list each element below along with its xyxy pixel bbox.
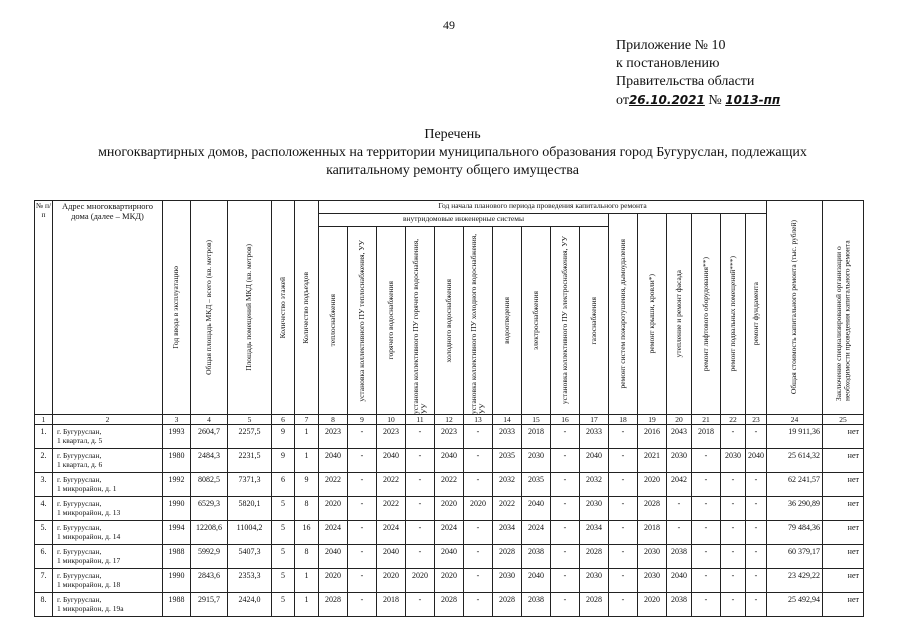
row-cell: 2018 xyxy=(522,425,551,449)
row-cell: 2020 xyxy=(464,497,493,521)
row-cell: - xyxy=(551,473,580,497)
row-address xyxy=(53,521,163,545)
row-cell: нет xyxy=(823,473,864,497)
row-cell: - xyxy=(406,593,435,617)
row-cell: 2604,7 xyxy=(191,425,228,449)
row-cell: 2018 xyxy=(692,425,721,449)
row-cell: 6 xyxy=(272,473,295,497)
column-number: 7 xyxy=(295,415,319,425)
row-cell: 2028 xyxy=(638,497,667,521)
header-address: Адрес многоквартирного дома (далее – МКД) xyxy=(53,201,163,415)
address-line-1: г. Бугуруслан, xyxy=(57,595,102,604)
row-cell: 2024 xyxy=(319,521,348,545)
row-cell: 2038 xyxy=(522,593,551,617)
row-cell: 5 xyxy=(272,521,295,545)
row-cell: - xyxy=(746,425,767,449)
table-row xyxy=(35,593,864,617)
row-cell: - xyxy=(667,521,692,545)
appendix-line-2: к постановлению xyxy=(616,56,720,71)
row-cell: - xyxy=(667,497,692,521)
row-cell: 2030 xyxy=(580,497,609,521)
row-number: 7. xyxy=(35,569,53,593)
row-address xyxy=(53,449,163,473)
row-cell: 2023 xyxy=(319,425,348,449)
address-line-2: 1 микрорайон, д. 18 xyxy=(57,580,121,589)
header-facade: утепление и ремонт фасада xyxy=(667,214,692,415)
row-cell: 2020 xyxy=(435,569,464,593)
row-cell: 2034 xyxy=(580,521,609,545)
row-cell: - xyxy=(746,569,767,593)
row-cell: 2022 xyxy=(377,497,406,521)
row-cell: 2030 xyxy=(667,449,692,473)
row-cell: 1 xyxy=(295,425,319,449)
row-cell: 2028 xyxy=(319,593,348,617)
row-cell: - xyxy=(692,473,721,497)
row-number: 6. xyxy=(35,545,53,569)
row-cell: 2257,5 xyxy=(228,425,272,449)
column-number: 14 xyxy=(493,415,522,425)
row-cell: 5820,1 xyxy=(228,497,272,521)
title-line-1: Перечень xyxy=(424,127,481,142)
row-cell: 1990 xyxy=(163,497,191,521)
row-cell: 2020 xyxy=(435,497,464,521)
row-cell: 2022 xyxy=(435,473,464,497)
row-cell: 2022 xyxy=(319,473,348,497)
row-cell: - xyxy=(406,473,435,497)
row-cell: - xyxy=(746,521,767,545)
row-cell: - xyxy=(746,593,767,617)
row-cell: 12208,6 xyxy=(191,521,228,545)
row-cell: - xyxy=(721,545,746,569)
row-cell: - xyxy=(464,593,493,617)
row-cell: нет xyxy=(823,521,864,545)
appendix-line-3: Правительства области xyxy=(616,74,755,89)
column-number: 12 xyxy=(435,415,464,425)
row-cell: 16 xyxy=(295,521,319,545)
row-cell: 2020 xyxy=(377,569,406,593)
appendix-from: от xyxy=(616,93,629,108)
row-cell: 2034 xyxy=(493,521,522,545)
table-row xyxy=(35,425,864,449)
header-basement: ремонт подвальных помещений***) xyxy=(721,214,746,415)
row-cell: - xyxy=(692,593,721,617)
row-cell: нет xyxy=(823,545,864,569)
row-cell: - xyxy=(551,425,580,449)
row-cell: - xyxy=(464,545,493,569)
row-cell: 1 xyxy=(295,569,319,593)
header-cold-water-meter: установка коллективного ПУ холодного водоснабжения, УУ xyxy=(464,227,493,415)
row-cell: нет xyxy=(823,497,864,521)
row-cell: 2030 xyxy=(721,449,746,473)
row-cell: - xyxy=(464,425,493,449)
header-electricity: электроснабжения xyxy=(522,227,551,415)
row-cell: - xyxy=(348,425,377,449)
row-cell: 2024 xyxy=(522,521,551,545)
appendix-block xyxy=(616,37,780,110)
address-line-2: 1 микрорайон, д. 1 xyxy=(57,484,117,493)
header-conclusion: Заключение специализированной организации о необходимости проведения капитального ремонта xyxy=(823,201,864,415)
header-area-rooms: Площадь помещений МКД (кв. метров) xyxy=(228,201,272,415)
column-number: 8 xyxy=(319,415,348,425)
row-cell: 6529,3 xyxy=(191,497,228,521)
row-cell: - xyxy=(721,521,746,545)
address-line-1: г. Бугуруслан, xyxy=(57,475,102,484)
header-foundation: ремонт фундамента xyxy=(746,214,767,415)
row-number: 3. xyxy=(35,473,53,497)
address-line-2: 1 микрорайон, д. 19а xyxy=(57,604,124,613)
row-cell: - xyxy=(692,521,721,545)
column-numbers-row xyxy=(35,415,864,425)
header-num: № п/п xyxy=(35,201,53,415)
row-cell: 2023 xyxy=(435,425,464,449)
page-number: 49 xyxy=(443,18,455,32)
row-number: 5. xyxy=(35,521,53,545)
row-cell: 2038 xyxy=(667,545,692,569)
row-cell: - xyxy=(721,593,746,617)
column-number: 19 xyxy=(638,415,667,425)
appendix-date: 26.10.2021 xyxy=(628,93,705,107)
appendix-no-sign: № xyxy=(708,93,722,108)
row-cell: 2040 xyxy=(435,449,464,473)
row-cell: - xyxy=(609,593,638,617)
row-cell: 2028 xyxy=(493,593,522,617)
row-cell: 2028 xyxy=(435,593,464,617)
header-heating: теплоснабжения xyxy=(319,227,348,415)
row-cell: - xyxy=(464,569,493,593)
row-cell: 2020 xyxy=(638,473,667,497)
row-cell: - xyxy=(692,497,721,521)
row-cell: 2020 xyxy=(406,569,435,593)
column-number: 25 xyxy=(823,415,864,425)
row-cell: 2023 xyxy=(377,425,406,449)
row-cell: 2020 xyxy=(319,569,348,593)
row-cell: 2024 xyxy=(435,521,464,545)
row-cell: 2016 xyxy=(638,425,667,449)
row-cell: 2043 xyxy=(667,425,692,449)
row-cell: 1 xyxy=(295,593,319,617)
row-cell: нет xyxy=(823,569,864,593)
row-cell: 2020 xyxy=(319,497,348,521)
row-cell: - xyxy=(464,473,493,497)
header-cold-water: холодного водоснабжения xyxy=(435,227,464,415)
column-number: 17 xyxy=(580,415,609,425)
row-cell: 79 484,36 xyxy=(767,521,823,545)
column-number: 22 xyxy=(721,415,746,425)
row-cell: - xyxy=(609,521,638,545)
row-cell: 25 492,94 xyxy=(767,593,823,617)
row-cell: 2231,5 xyxy=(228,449,272,473)
row-cell: 1988 xyxy=(163,545,191,569)
row-cell: 9 xyxy=(272,449,295,473)
buildings-table xyxy=(34,200,864,617)
table-row xyxy=(35,545,864,569)
row-cell: 2915,7 xyxy=(191,593,228,617)
row-cell: 2030 xyxy=(638,545,667,569)
row-cell: 2024 xyxy=(377,521,406,545)
row-address xyxy=(53,593,163,617)
row-cell: 8 xyxy=(295,545,319,569)
row-cell: - xyxy=(464,449,493,473)
row-cell: 2021 xyxy=(638,449,667,473)
header-hot-water: горячего водоснабжения xyxy=(377,227,406,415)
header-year: Год ввода в эксплуатацию xyxy=(163,201,191,415)
row-cell: - xyxy=(721,425,746,449)
row-cell: 2040 xyxy=(435,545,464,569)
row-cell: - xyxy=(551,545,580,569)
title-line-3: капитальному ремонту общего имущества xyxy=(326,163,579,178)
address-line-1: г. Бугуруслан, xyxy=(57,451,102,460)
row-cell: - xyxy=(609,497,638,521)
document-title xyxy=(40,126,865,180)
row-cell: - xyxy=(406,497,435,521)
row-address xyxy=(53,473,163,497)
column-number: 4 xyxy=(191,415,228,425)
row-cell: 60 379,17 xyxy=(767,545,823,569)
row-cell: 2018 xyxy=(377,593,406,617)
row-cell: - xyxy=(692,545,721,569)
row-cell: - xyxy=(406,521,435,545)
header-heat-meter: установка коллективного ПУ теплоснабжения, УУ xyxy=(348,227,377,415)
row-cell: 2035 xyxy=(493,449,522,473)
appendix-doc-number: 1013-пп xyxy=(725,93,781,107)
row-cell: 5992,9 xyxy=(191,545,228,569)
row-cell: - xyxy=(609,473,638,497)
appendix-line-1: Приложение № 10 xyxy=(616,38,726,53)
row-cell: 2020 xyxy=(638,593,667,617)
row-cell: - xyxy=(551,449,580,473)
row-cell: 23 429,22 xyxy=(767,569,823,593)
header-entrances: Количество подъездов xyxy=(295,201,319,415)
row-cell: 2353,3 xyxy=(228,569,272,593)
column-number: 21 xyxy=(692,415,721,425)
row-cell: 5 xyxy=(272,497,295,521)
row-cell: 5 xyxy=(272,545,295,569)
row-cell: 5407,3 xyxy=(228,545,272,569)
row-cell: - xyxy=(609,569,638,593)
row-cell: 2035 xyxy=(522,473,551,497)
row-cell: - xyxy=(721,497,746,521)
row-cell: 2042 xyxy=(667,473,692,497)
row-address xyxy=(53,425,163,449)
address-line-2: 1 микрорайон, д. 14 xyxy=(57,532,121,541)
row-cell: - xyxy=(551,497,580,521)
row-cell: 1990 xyxy=(163,569,191,593)
column-number: 5 xyxy=(228,415,272,425)
row-cell: 2022 xyxy=(377,473,406,497)
row-cell: - xyxy=(348,569,377,593)
row-cell: 2843,6 xyxy=(191,569,228,593)
header-floors: Количество этажей xyxy=(272,201,295,415)
row-cell: - xyxy=(406,545,435,569)
row-cell: 2484,3 xyxy=(191,449,228,473)
row-cell: - xyxy=(692,449,721,473)
row-cell: нет xyxy=(823,593,864,617)
header-internal-systems: внутридомовые инженерные системы xyxy=(319,214,609,227)
row-cell: 1 xyxy=(295,449,319,473)
header-period: Год начала планового периода проведения капитального ремонта xyxy=(319,201,767,214)
row-cell: 2040 xyxy=(319,545,348,569)
row-cell: 2033 xyxy=(580,425,609,449)
address-line-2: 1 квартал, д. 6 xyxy=(57,460,103,469)
row-cell: 2030 xyxy=(522,449,551,473)
row-cell: - xyxy=(721,569,746,593)
row-address xyxy=(53,545,163,569)
row-cell: 2040 xyxy=(667,569,692,593)
address-line-2: 1 микрорайон, д. 17 xyxy=(57,556,121,565)
column-number: 16 xyxy=(551,415,580,425)
row-cell: 36 290,89 xyxy=(767,497,823,521)
row-cell: - xyxy=(348,497,377,521)
column-number: 6 xyxy=(272,415,295,425)
row-cell: 7371,3 xyxy=(228,473,272,497)
column-number: 3 xyxy=(163,415,191,425)
row-cell: 2032 xyxy=(493,473,522,497)
row-cell: - xyxy=(609,545,638,569)
column-number: 1 xyxy=(35,415,53,425)
column-number: 13 xyxy=(464,415,493,425)
row-cell: 1993 xyxy=(163,425,191,449)
table-row xyxy=(35,473,864,497)
header-cost: Общая стоимость капитального ремонта (тыс. рублей) xyxy=(767,201,823,415)
row-cell: - xyxy=(348,545,377,569)
row-cell: нет xyxy=(823,425,864,449)
address-line-1: г. Бугуруслан, xyxy=(57,499,102,508)
row-cell: 1988 xyxy=(163,593,191,617)
row-cell: 2040 xyxy=(522,497,551,521)
row-cell: 2030 xyxy=(580,569,609,593)
row-cell: 2040 xyxy=(522,569,551,593)
row-cell: 8 xyxy=(295,497,319,521)
table-row xyxy=(35,449,864,473)
column-number: 11 xyxy=(406,415,435,425)
header-gas: газоснабжения xyxy=(580,227,609,415)
row-cell: 2030 xyxy=(638,569,667,593)
row-cell: 2028 xyxy=(493,545,522,569)
row-cell: 9 xyxy=(295,473,319,497)
row-cell: - xyxy=(406,449,435,473)
table-row xyxy=(35,497,864,521)
column-number: 2 xyxy=(53,415,163,425)
row-number: 8. xyxy=(35,593,53,617)
row-cell: - xyxy=(406,425,435,449)
row-cell: 2030 xyxy=(493,569,522,593)
header-hot-water-meter: установка коллективного ПУ горячего водоснабжения, УУ xyxy=(406,227,435,415)
row-number: 4. xyxy=(35,497,53,521)
row-cell: 1992 xyxy=(163,473,191,497)
row-cell: - xyxy=(721,473,746,497)
row-cell: 2040 xyxy=(319,449,348,473)
column-number: 18 xyxy=(609,415,638,425)
row-cell: 2028 xyxy=(580,593,609,617)
row-cell: 62 241,57 xyxy=(767,473,823,497)
row-cell: - xyxy=(348,521,377,545)
address-line-1: г. Бугуруслан, xyxy=(57,547,102,556)
row-address xyxy=(53,497,163,521)
address-line-2: 1 квартал, д. 5 xyxy=(57,436,103,445)
row-cell: - xyxy=(551,521,580,545)
row-cell: 2040 xyxy=(377,449,406,473)
row-cell: - xyxy=(348,449,377,473)
address-line-1: г. Бугуруслан, xyxy=(57,523,102,532)
title-line-2: многоквартирных домов, расположенных на территории муниципального образования город Бугуруслан, подлежащих xyxy=(98,145,807,160)
column-number: 10 xyxy=(377,415,406,425)
header-fire: ремонт систем пожаротушения, дымоудаления xyxy=(609,214,638,415)
row-cell: 9 xyxy=(272,425,295,449)
appendix-line-4 xyxy=(616,91,780,110)
column-number: 20 xyxy=(667,415,692,425)
row-cell: - xyxy=(464,521,493,545)
row-number: 2. xyxy=(35,449,53,473)
row-cell: 2028 xyxy=(580,545,609,569)
column-number: 24 xyxy=(767,415,823,425)
row-cell: 5 xyxy=(272,593,295,617)
row-cell: - xyxy=(746,497,767,521)
table-row xyxy=(35,521,864,545)
row-cell: 2040 xyxy=(746,449,767,473)
row-cell: нет xyxy=(823,449,864,473)
row-cell: - xyxy=(746,545,767,569)
column-number: 9 xyxy=(348,415,377,425)
row-cell: 19 911,36 xyxy=(767,425,823,449)
row-number: 1. xyxy=(35,425,53,449)
row-cell: 2424,0 xyxy=(228,593,272,617)
column-number: 15 xyxy=(522,415,551,425)
row-cell: 2033 xyxy=(493,425,522,449)
header-area-total: Общая площадь МКД – всего (кв. метров) xyxy=(191,201,228,415)
row-cell: 2022 xyxy=(493,497,522,521)
row-cell: 8082,5 xyxy=(191,473,228,497)
row-cell: - xyxy=(348,473,377,497)
row-address xyxy=(53,569,163,593)
row-cell: 1980 xyxy=(163,449,191,473)
row-cell: - xyxy=(551,569,580,593)
row-cell: - xyxy=(692,569,721,593)
header-sewage: водоотведения xyxy=(493,227,522,415)
row-cell: 2040 xyxy=(377,545,406,569)
row-cell: - xyxy=(609,425,638,449)
row-cell: 2038 xyxy=(667,593,692,617)
column-number: 23 xyxy=(746,415,767,425)
row-cell: - xyxy=(746,473,767,497)
row-cell: - xyxy=(609,449,638,473)
row-cell: 2032 xyxy=(580,473,609,497)
row-cell: - xyxy=(551,593,580,617)
row-cell: 2038 xyxy=(522,545,551,569)
address-line-1: г. Бугуруслан, xyxy=(57,427,102,436)
address-line-2: 1 микрорайон, д. 13 xyxy=(57,508,121,517)
row-cell: 11004,2 xyxy=(228,521,272,545)
table-row xyxy=(35,569,864,593)
header-lift: ремонт лифтового оборудования**) xyxy=(692,214,721,415)
row-cell: - xyxy=(348,593,377,617)
row-cell: 2018 xyxy=(638,521,667,545)
header-roof: ремонт крыши, кровли*) xyxy=(638,214,667,415)
address-line-1: г. Бугуруслан, xyxy=(57,571,102,580)
row-cell: 1994 xyxy=(163,521,191,545)
row-cell: 2040 xyxy=(580,449,609,473)
row-cell: 25 614,32 xyxy=(767,449,823,473)
header-electricity-meter: установка коллективного ПУ электроснабжения, УУ xyxy=(551,227,580,415)
row-cell: 5 xyxy=(272,569,295,593)
